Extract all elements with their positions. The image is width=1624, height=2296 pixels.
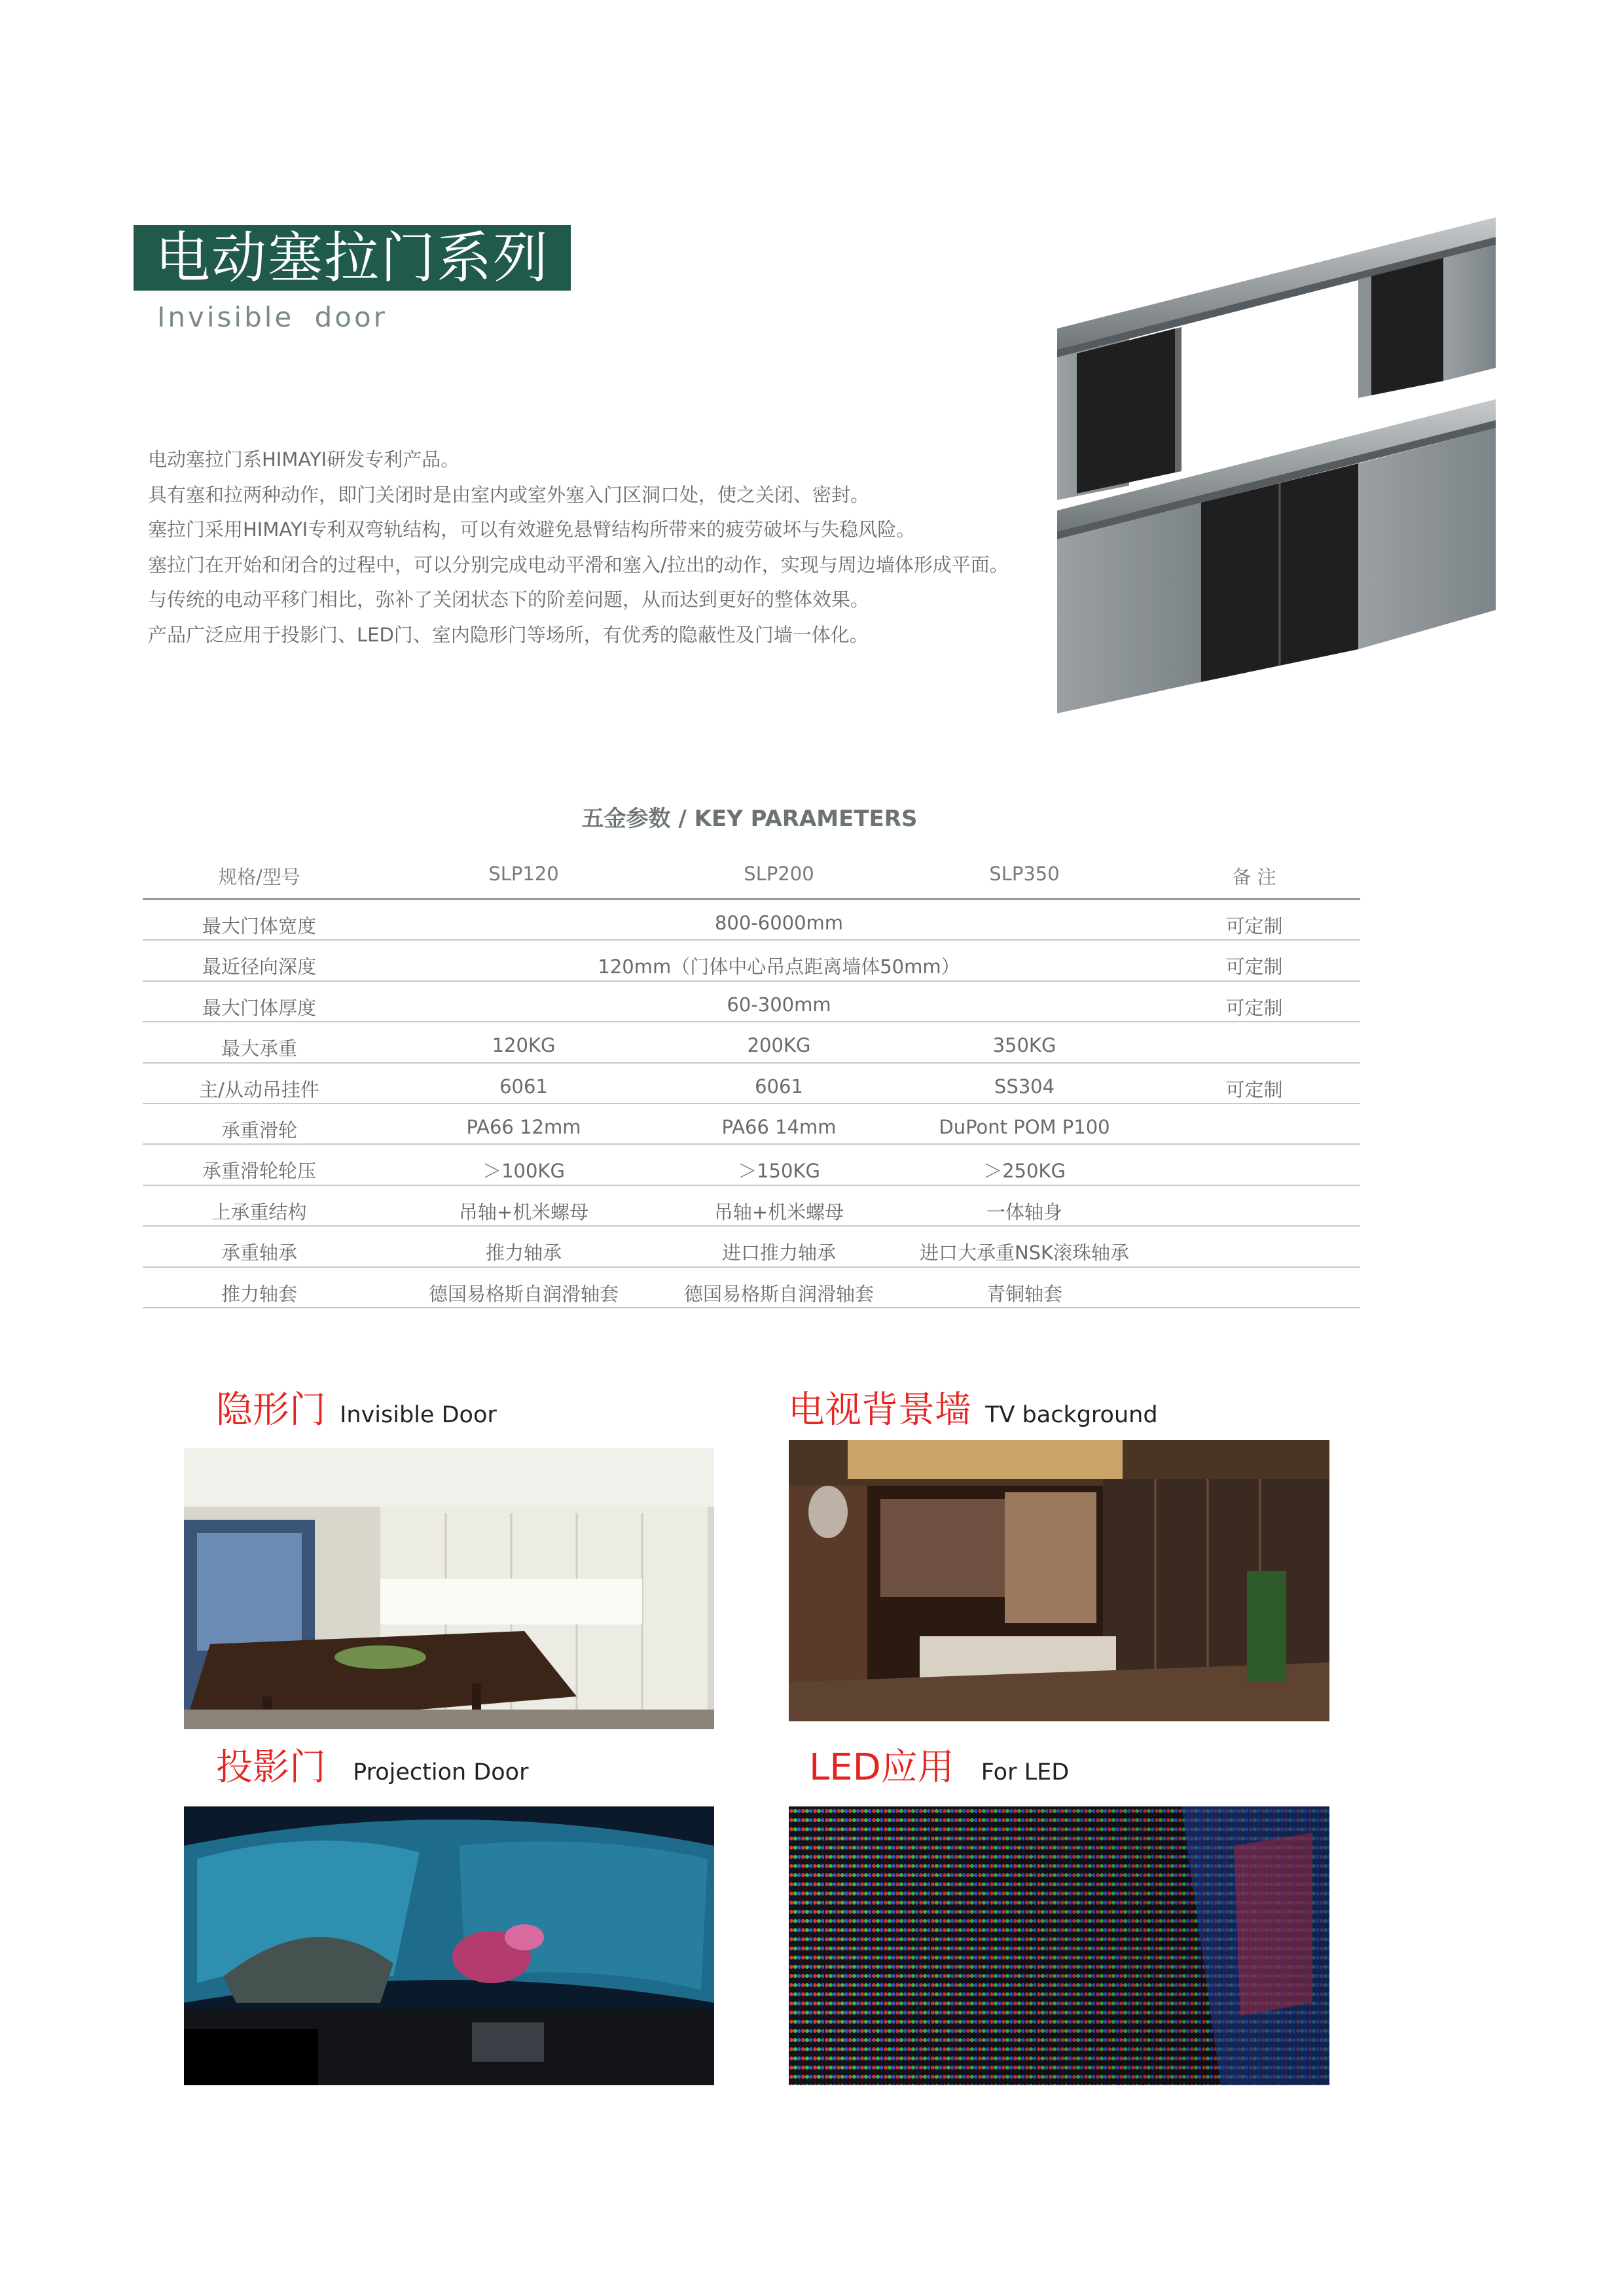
caption-projection-door [216,1738,528,1791]
row-label: 上承重结构 [211,1200,307,1223]
row-value: 6061 [499,1075,548,1098]
intro-paragraph [148,442,1051,653]
table-row [143,900,1360,941]
row-label: 最大门体厚度 [202,996,317,1019]
caption-en: Invisible Door [340,1402,497,1428]
row-label: 承重滑轮 [221,1119,298,1141]
caption-cn: 投影门 [216,1746,326,1789]
table-row [143,1064,1360,1104]
row-value: 6061 [755,1075,803,1098]
header-cell: 备 注 [1232,866,1276,888]
caption-en: Projection Door [353,1759,529,1785]
row-note: 可定制 [1225,956,1283,978]
row-note: 可定制 [1225,1078,1283,1101]
row-label: 承重轴承 [221,1242,298,1265]
caption-cn: 电视背景墙 [788,1389,971,1431]
row-label: 主/从动吊挂件 [199,1078,319,1101]
row-value: 德国易格斯自润滑轴套 [683,1282,875,1305]
row-value: ＞100KG [482,1160,565,1183]
row-value: 350KG [992,1034,1056,1057]
header-cell: SLP350 [989,863,1060,885]
row-label: 最大承重 [221,1037,298,1060]
intro-line: 塞拉门在开始和闭合的过程中，可以分别完成电动平滑和塞入/拉出的动作，实现与周边墙体形成平面。 [148,553,1009,576]
header-cell: SLP200 [744,863,814,885]
merged-value: 60-300mm [727,993,831,1016]
caption-en: For LED [981,1759,1070,1785]
photo-led [789,1806,1329,2085]
table-row [143,1104,1360,1145]
row-value: ＞250KG [983,1160,1066,1183]
row-label: 承重滑轮轮压 [202,1160,317,1183]
table-row [143,982,1360,1022]
row-label: 最大门体宽度 [202,915,317,937]
row-value: 进口大承重NSK滚珠轴承 [919,1242,1130,1265]
intro-line: 具有塞和拉两种动作，即门关闭时是由室内或室外塞入门区洞口处，使之关闭、密封。 [148,483,870,506]
merged-value: 120mm（门体中心吊点距离墙体50mm） [598,956,960,978]
row-value: DuPont POM P100 [939,1115,1110,1138]
row-note: 可定制 [1225,915,1283,937]
row-value: 推力轴承 [485,1242,562,1265]
product-illustration [1051,204,1502,721]
row-value: SS304 [994,1075,1055,1098]
table-row [143,941,1360,981]
row-label: 最近径向深度 [202,956,317,978]
row-value: 一体轴身 [986,1200,1063,1223]
intro-line: 产品广泛应用于投影门、LED门、室内隐形门等场所，有优秀的隐蔽性及门墙一体化。 [148,623,869,646]
row-value: 吊轴+机米螺母 [458,1200,589,1223]
intro-line: 塞拉门采用HIMAYI专利双弯轨结构，可以有效避免悬臂结构所带来的疲劳破坏与失稳风险。 [148,518,916,541]
page-subtitle: Invisible door [157,301,388,333]
intro-line: 与传统的电动平移门相比，弥补了关闭状态下的阶差问题，从而达到更好的整体效果。 [148,588,870,611]
row-value: 200KG [747,1034,811,1057]
row-value: ＞150KG [738,1160,820,1183]
table-row [143,1186,1360,1227]
caption-cn: LED应用 [809,1746,954,1789]
table-row [143,1227,1360,1267]
table-row [143,1022,1360,1063]
caption-invisible-door [216,1381,497,1433]
row-value: 进口推力轴承 [721,1242,837,1265]
caption-tv-background [788,1381,1158,1433]
row-value: 德国易格斯自润滑轴套 [428,1282,619,1305]
header-cell: 规格/型号 [218,866,300,888]
row-value: PA66 12mm [466,1115,581,1138]
parameters-table [143,844,1360,1308]
photo-tv-background [789,1440,1329,1721]
intro-line: 电动塞拉门系HIMAYI研发专利产品。 [148,448,460,471]
table-header-row [143,844,1360,900]
photo-invisible-door [184,1448,714,1729]
row-value: 青铜轴套 [986,1282,1063,1305]
header-cell: SLP120 [488,863,559,885]
row-value: PA66 14mm [721,1115,837,1138]
page-title: 电动塞拉门系列 [134,225,571,291]
row-label: 推力轴套 [221,1282,298,1305]
row-note: 可定制 [1225,996,1283,1019]
caption-en: TV background [985,1402,1158,1428]
row-value: 吊轴+机米螺母 [713,1200,844,1223]
table-title: 五金参数 / KEY PARAMETERS [581,806,918,832]
table-row [143,1268,1360,1308]
row-value: 120KG [492,1034,556,1057]
caption-cn: 隐形门 [216,1389,326,1431]
table-row [143,1145,1360,1185]
caption-led [809,1738,1069,1791]
merged-value: 800-6000mm [714,912,844,934]
photo-projection-door [184,1806,714,2085]
